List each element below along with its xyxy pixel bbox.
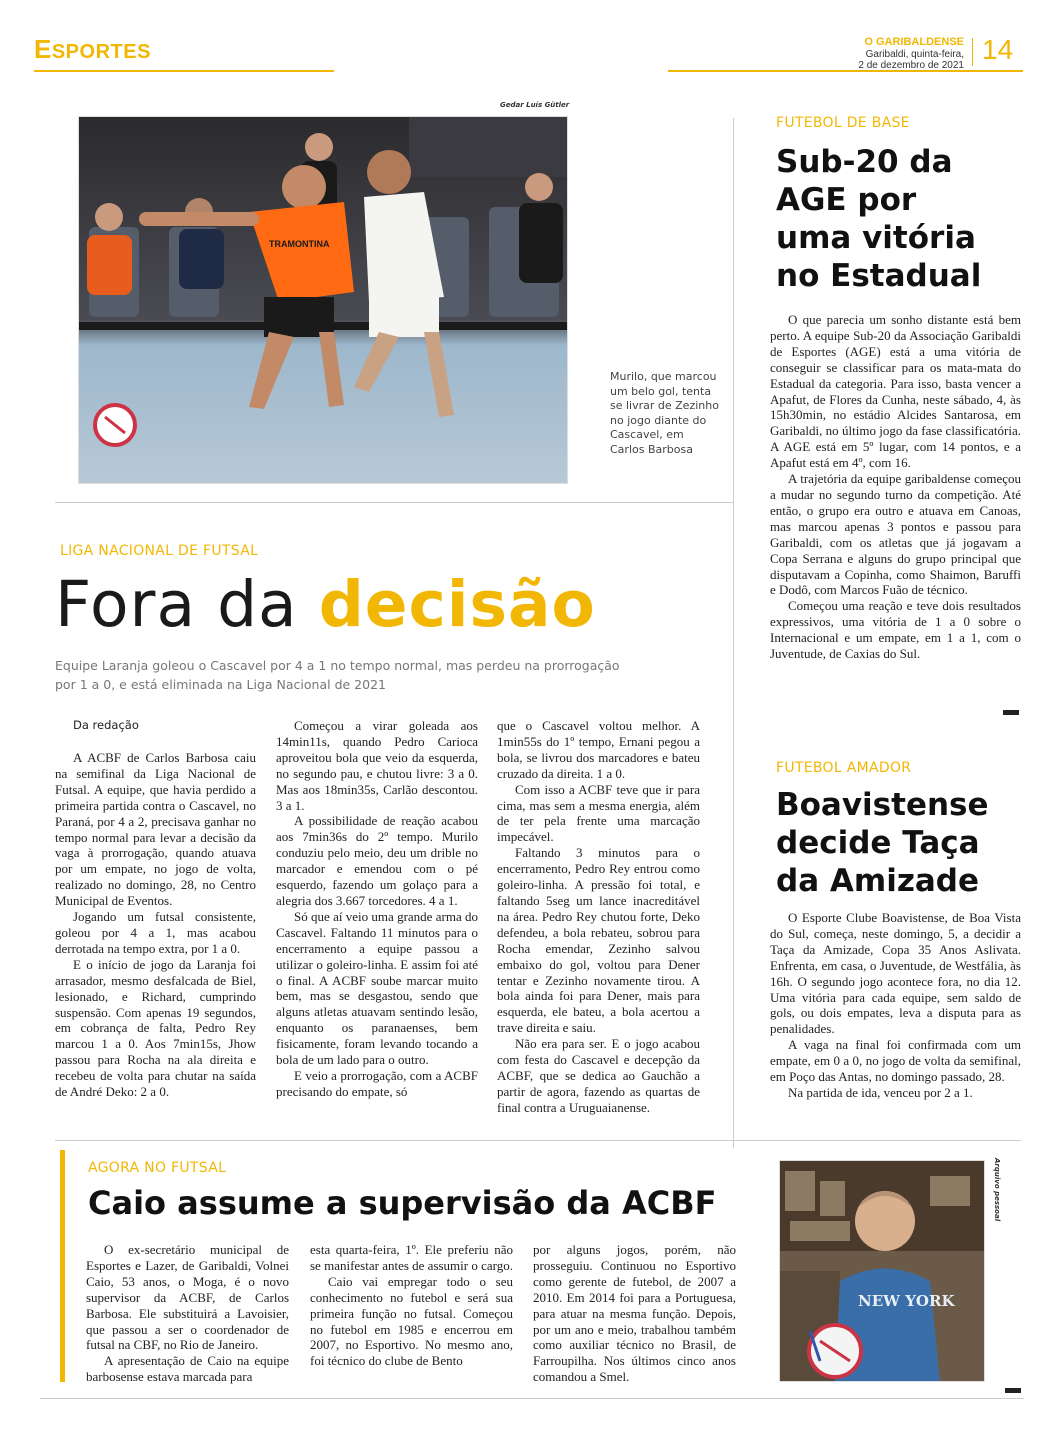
accent-bar bbox=[60, 1150, 65, 1382]
paragraph: E o início de jogo da Laranja foi arrasador, mesmo desfalcada de Biel, lesionado, e Richard, cumprindo suspensão. Com apenas 19 segundos, em cobrança de falta, Pedro Rey marcou 1 a 0. Aos 7min15s, Jhow passou para Rocha na ala direita e recebeu de volta para chutar na saída de André Deko: 2 a 0. bbox=[55, 956, 256, 1100]
paragraph: Começou a virar goleada aos 14min11s, quando Pedro Carioca aproveitou bola que veio da esquerda, no segundo pau, e chutou livre: 3 a 0. Mas aos 18min35s, Carlão descontou. 3 a 1. bbox=[276, 718, 478, 813]
main-photo bbox=[78, 116, 568, 484]
section-divider bbox=[40, 1398, 1024, 1399]
paragraph: Só que aí veio uma grande arma do Cascavel. Faltando 11 minutos para o encerramento a equipe passou a utilizar o goleiro-linha. E assim foi até o final. A ACBF soube marcar muito bem, mas se desgastou, sendo que alguns atletas atuavam sentindo lesão, enquanto os paranaenses, bem fisicamente, foram levando tocando a bola de um lado para o outro. bbox=[276, 908, 478, 1068]
paragraph: Jogando um futsal consistente, goleou por 4 a 1, mas acabou derrotada na tempo extra, por 1 a 0. bbox=[55, 909, 256, 956]
paragraph: O que parecia um sonho distante está bem perto. A equipe Sub-20 da Associação Garibaldi de Esportes (AGE) está a uma vitória de conseguir se classificar para os mata-mata do Estadual da categoria. Para isso, basta vencer a Apafut, de Flores da Cunha, neste sábado, 4, às 15h30min, no estádio Alcides Santarosa, em Garibaldi, no último jogo da fase classificatória. A AGE está em 5º lugar, com 14 pontos, e a Apafut está em 4º, com 16. bbox=[770, 312, 1021, 471]
issue-date: Garibaldi, quinta-feira, 2 de dezembro de 2021 bbox=[858, 49, 964, 71]
bottom-story-column-3 bbox=[533, 1242, 736, 1385]
svg-text:NEW YORK: NEW YORK bbox=[858, 1292, 955, 1310]
paragraph: A possibilidade de reação acabou aos 7min36s do 2º tempo. Murilo conduziu pelo meio, deu um drible no marcador e emendou com o pé esquerdo, fazendo um golaço para a alegria dos 3.667 torcedores. 4 a 1. bbox=[276, 813, 478, 908]
side-story-2-body bbox=[770, 910, 1021, 1101]
main-story-deck: Equipe Laranja goleou o Cascavel por 4 a 1 no tempo normal, mas perdeu na prorrogação por 1 a 0, e está eliminada na Liga Nacional de 2021 bbox=[55, 658, 620, 692]
masthead-separator bbox=[972, 38, 973, 66]
paragraph: Não era para ser. E o jogo acabou com festa do Cascavel e decepção da ACBF, que se dedica ao Gauchão a partir de agora, fazendo as quartas de final contra a Uruguaianense. bbox=[497, 1036, 700, 1115]
paragraph: Começou uma reação e teve dois resultados expressivos, uma vitória de 1 a 0 sobre o Internacional e um empate, em 1 a 1, com o Juventude, de Caxias do Sul. bbox=[770, 598, 1021, 662]
end-mark bbox=[1005, 1388, 1021, 1393]
page-number: 14 bbox=[982, 34, 1014, 65]
main-story-kicker: LIGA NACIONAL DE FUTSAL bbox=[60, 543, 259, 559]
paragraph: Na partida de ida, venceu por 2 a 1. bbox=[788, 1084, 973, 1100]
paragraph: Caio vai empregar todo o seu conhecimento no futebol e será sua primeira função no futsal. Começou no futebol em 1985 e encerrou em 2007, no Esportivo. No mesmo ano, foi técnico do clube de Bento bbox=[310, 1273, 513, 1369]
svg-text:TRAMONTINA: TRAMONTINA bbox=[269, 239, 330, 249]
main-story-column-1 bbox=[55, 750, 256, 1100]
main-story-column-2 bbox=[276, 718, 478, 1100]
section-divider bbox=[55, 502, 733, 503]
bottom-story-column-1 bbox=[86, 1242, 289, 1385]
paragraph: O ex-secretário municipal de Esportes e Lazer, de Garibaldi, Volnei Caio, 53 anos, o Moga, é o novo supervisor da ACBF, de Carlos Barbosa. Ele substituirá a Lavoisier, que passou a ser o coordenador de futsal na CBF, no Rio de Janeiro. bbox=[86, 1242, 289, 1353]
newspaper-brand: O GARIBALDENSE bbox=[864, 36, 964, 48]
side-story-1-kicker: FUTEBOL DE BASE bbox=[776, 115, 910, 131]
end-mark bbox=[1003, 710, 1019, 715]
side-story-2-headline: Boavistense decide Taça da Amizade bbox=[776, 787, 989, 899]
side-story-2-kicker: FUTEBOL AMADOR bbox=[776, 760, 912, 776]
paragraph: Faltando 3 minutos para o encerramento, Pedro Rey entrou como goleiro-linha. A pressão foi total, e faltando 5seg um lance inacreditável na área. Pedro Rey chutou forte, Deko defendeu, a bola rebateu, sobrou para Rocha emendar, Zezinho salvou embaixo do gol, voltou para Dener tentar e Zezinho novamente tirou. A bola ainda foi para Dener, mais para esquerda, ele bateu, a bola acertou a trave direita e saiu. bbox=[497, 845, 700, 1036]
paragraph: Com isso a ACBF teve que ir para cima, mas sem a mesma energia, além de ter pela frente uma marcação impecável. bbox=[497, 781, 700, 845]
photo-caption: Murilo, que marcou um belo gol, tenta se livrar de Zezinho no jogo diante do Cascavel, em Carlos Barbosa bbox=[610, 370, 719, 456]
main-story-headline: Fora da decisão bbox=[55, 568, 596, 641]
caio-portrait bbox=[779, 1160, 985, 1382]
section-title: ESPORTES bbox=[34, 34, 151, 64]
section-divider bbox=[55, 1140, 1021, 1141]
portrait-credit: Arquivo pessoal bbox=[993, 1158, 1001, 1222]
side-story-1-body bbox=[770, 312, 1021, 662]
main-story-column-3 bbox=[497, 718, 700, 1116]
paragraph: A ACBF de Carlos Barbosa caiu na semifinal da Liga Nacional de Futsal. A equipe, que havia perdido a primeira partida contra o Cascavel, no Paraná, por 4 a 2, precisava ganhar no tempo normal para levar a decisão da vaga à prorrogação, quando atuava por um empate, no jogo de volta, realizado no domingo, 28, no Centro Municipal de Eventos. bbox=[55, 750, 256, 909]
paragraph: esta quarta-feira, 1º. Ele preferiu não se manifestar antes de assumir o cargo. bbox=[310, 1242, 513, 1273]
portrait-image bbox=[780, 1161, 985, 1382]
paragraph: O Esporte Clube Boavistense, de Boa Vista do Sul, começa, neste domingo, 5, a decidir a Taça da Amizade, Copa 35 Anos Aslivata. Enfrenta, em casa, o Juventude, de Westfália, às 16h. O segundo jogo acontece fora, no dia 12. Uma vitória para cada equipe, sem saldo de gols, ou dois empates, leva a disputa para as penalidades. bbox=[770, 910, 1021, 1037]
paragraph: A trajetória da equipe garibaldense começou a mudar no segundo turno da competição. Até então, o grupo era outro e atuava em Canoas, mas marcou apenas 3 pontos e passou para Garibaldi, com os atletas que já jogavam a Copa Serrana e alguns do grupo principal que disputavam a Copinha, como Shaimon, Baruffi e Dodô, com Marcos Fuão de técnico. bbox=[770, 471, 1021, 598]
column-divider bbox=[733, 118, 734, 1148]
paragraph: por alguns jogos, porém, não prosseguiu. Continuou no Esportivo como gerente de futebol, de 2007 a 2010. Em 2014 foi para a Portuguesa, para atuar na mesma função. Depois, por um ano e meio, trabalhou também como auxiliar técnico no Brasil, de Farroupilha. Nos últimos cinco anos comandou a Smel. bbox=[533, 1242, 736, 1385]
byline: Da redação bbox=[73, 718, 139, 732]
bottom-story-kicker: AGORA NO FUTSAL bbox=[88, 1160, 227, 1176]
bottom-story-column-2 bbox=[310, 1242, 513, 1369]
photo-credit: Gedar Luís Gütler bbox=[500, 101, 570, 109]
paragraph: A apresentação de Caio na equipe barbosense estava marcada para bbox=[86, 1353, 289, 1385]
futsal-match-image bbox=[79, 117, 568, 484]
bottom-story-headline: Caio assume a supervisão da ACBF bbox=[88, 1184, 717, 1222]
paragraph: que o Cascavel voltou melhor. A 1min55s do 1º tempo, Ernani pegou a bola, se livrou dos marcadores e bateu cruzado da direita. 1 a 0. bbox=[497, 718, 700, 781]
paragraph: A vaga na final foi confirmada com um empate, em 0 a 0, no jogo de volta da semifinal, em Poço das Antas, no domingo passado, 28. bbox=[770, 1037, 1021, 1085]
side-story-1-headline: Sub-20 da AGE por uma vitória no Estadual bbox=[776, 144, 982, 294]
paragraph: E veio a prorrogação, com a ACBF precisando do empate, só bbox=[276, 1067, 478, 1099]
section-underline bbox=[34, 70, 334, 72]
